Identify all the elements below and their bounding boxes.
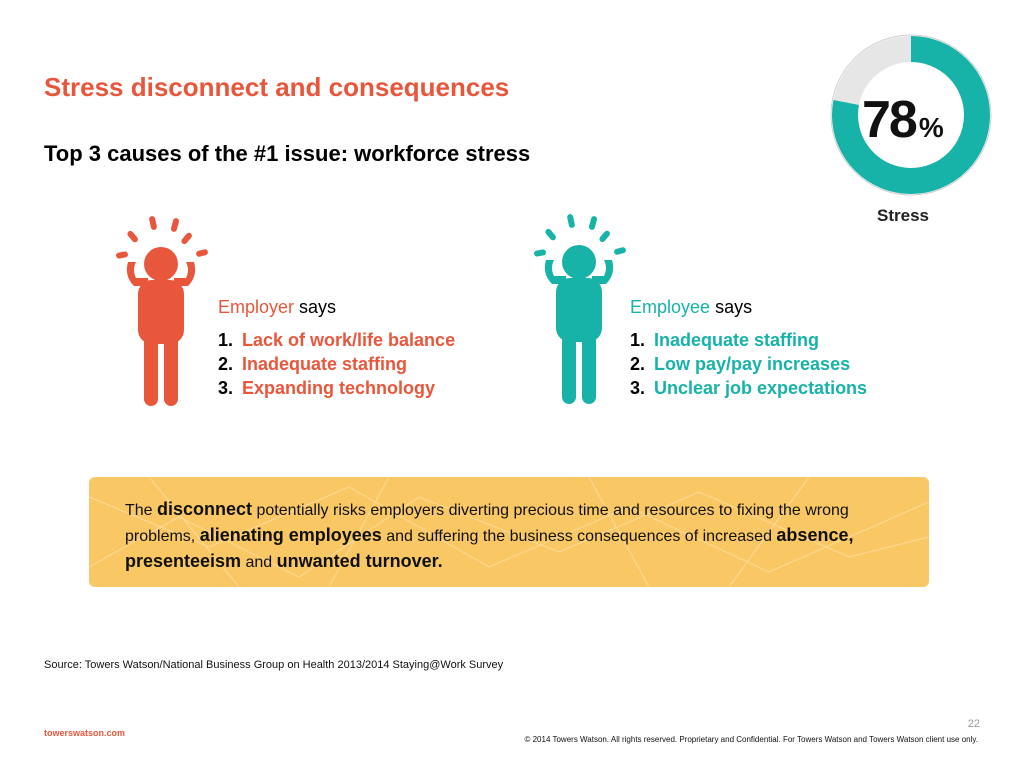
employer-says-word: says — [299, 297, 337, 317]
banner-emphasis: alienating employees — [199, 525, 382, 545]
stress-value: 78 — [862, 91, 916, 149]
slide-subtitle: Top 3 causes of the #1 issue: workforce stress — [44, 141, 531, 166]
stressed-employee-figure-icon — [520, 208, 640, 408]
list-item — [218, 328, 455, 352]
banner-text-segment: The — [125, 502, 158, 519]
cause-number: 3. — [630, 378, 646, 398]
list-item — [630, 352, 867, 376]
banner-emphasis: disconnect — [157, 499, 253, 519]
cause-number: 1. — [218, 330, 234, 350]
banner-emphasis: absence, presenteeism — [125, 525, 854, 571]
disconnect-banner — [89, 477, 929, 587]
employer-causes-list — [218, 328, 455, 400]
list-item — [218, 376, 455, 400]
banner-text-segment: potentially risks employers diverting precious time and resources to fixing the wrong problems, — [125, 502, 849, 545]
employer-label: Employer — [218, 297, 295, 317]
cause-number: 2. — [218, 354, 234, 374]
page-number: 22 — [967, 718, 980, 730]
cause-text: Lack of work/life balance — [242, 330, 456, 350]
stress-unit: % — [918, 112, 944, 143]
cause-text: Unclear job expectations — [654, 378, 868, 398]
cause-number: 3. — [218, 378, 234, 398]
list-item — [630, 328, 867, 352]
banner-text — [125, 497, 915, 575]
employee-says-block — [630, 297, 867, 400]
cause-text: Inadequate staffing — [654, 330, 820, 350]
cause-number: 1. — [630, 330, 646, 350]
list-item — [218, 352, 455, 376]
banner-text-segment: and suffering the business consequences of increased — [381, 528, 777, 545]
cause-text: Low pay/pay increases — [654, 354, 851, 374]
list-item — [630, 376, 867, 400]
banner-emphasis: unwanted turnover. — [276, 551, 443, 571]
source-note: Source: Towers Watson/National Business Group on Health 2013/2014 Staying@Work Survey — [44, 659, 504, 671]
employee-says-word: says — [715, 297, 753, 317]
cause-text: Inadequate staffing — [242, 354, 408, 374]
cause-text: Expanding technology — [242, 378, 436, 398]
cause-number: 2. — [630, 354, 646, 374]
employee-label: Employee — [630, 297, 711, 317]
stress-percentage — [862, 90, 944, 150]
employer-says-heading — [218, 297, 455, 318]
stressed-employer-figure-icon — [102, 210, 222, 410]
copyright-notice: © 2014 Towers Watson. All rights reserved. Proprietary and Confidential. For Towers Watson and Towers Watson client use only. — [524, 735, 978, 744]
stress-label: Stress — [877, 206, 929, 225]
banner-text-segment: and — [241, 554, 277, 571]
employer-says-block — [218, 297, 455, 400]
employee-says-heading — [630, 297, 867, 318]
employee-causes-list — [630, 328, 867, 400]
website-link[interactable]: towerswatson.com — [44, 728, 126, 738]
slide-title: Stress disconnect and consequences — [44, 72, 510, 102]
